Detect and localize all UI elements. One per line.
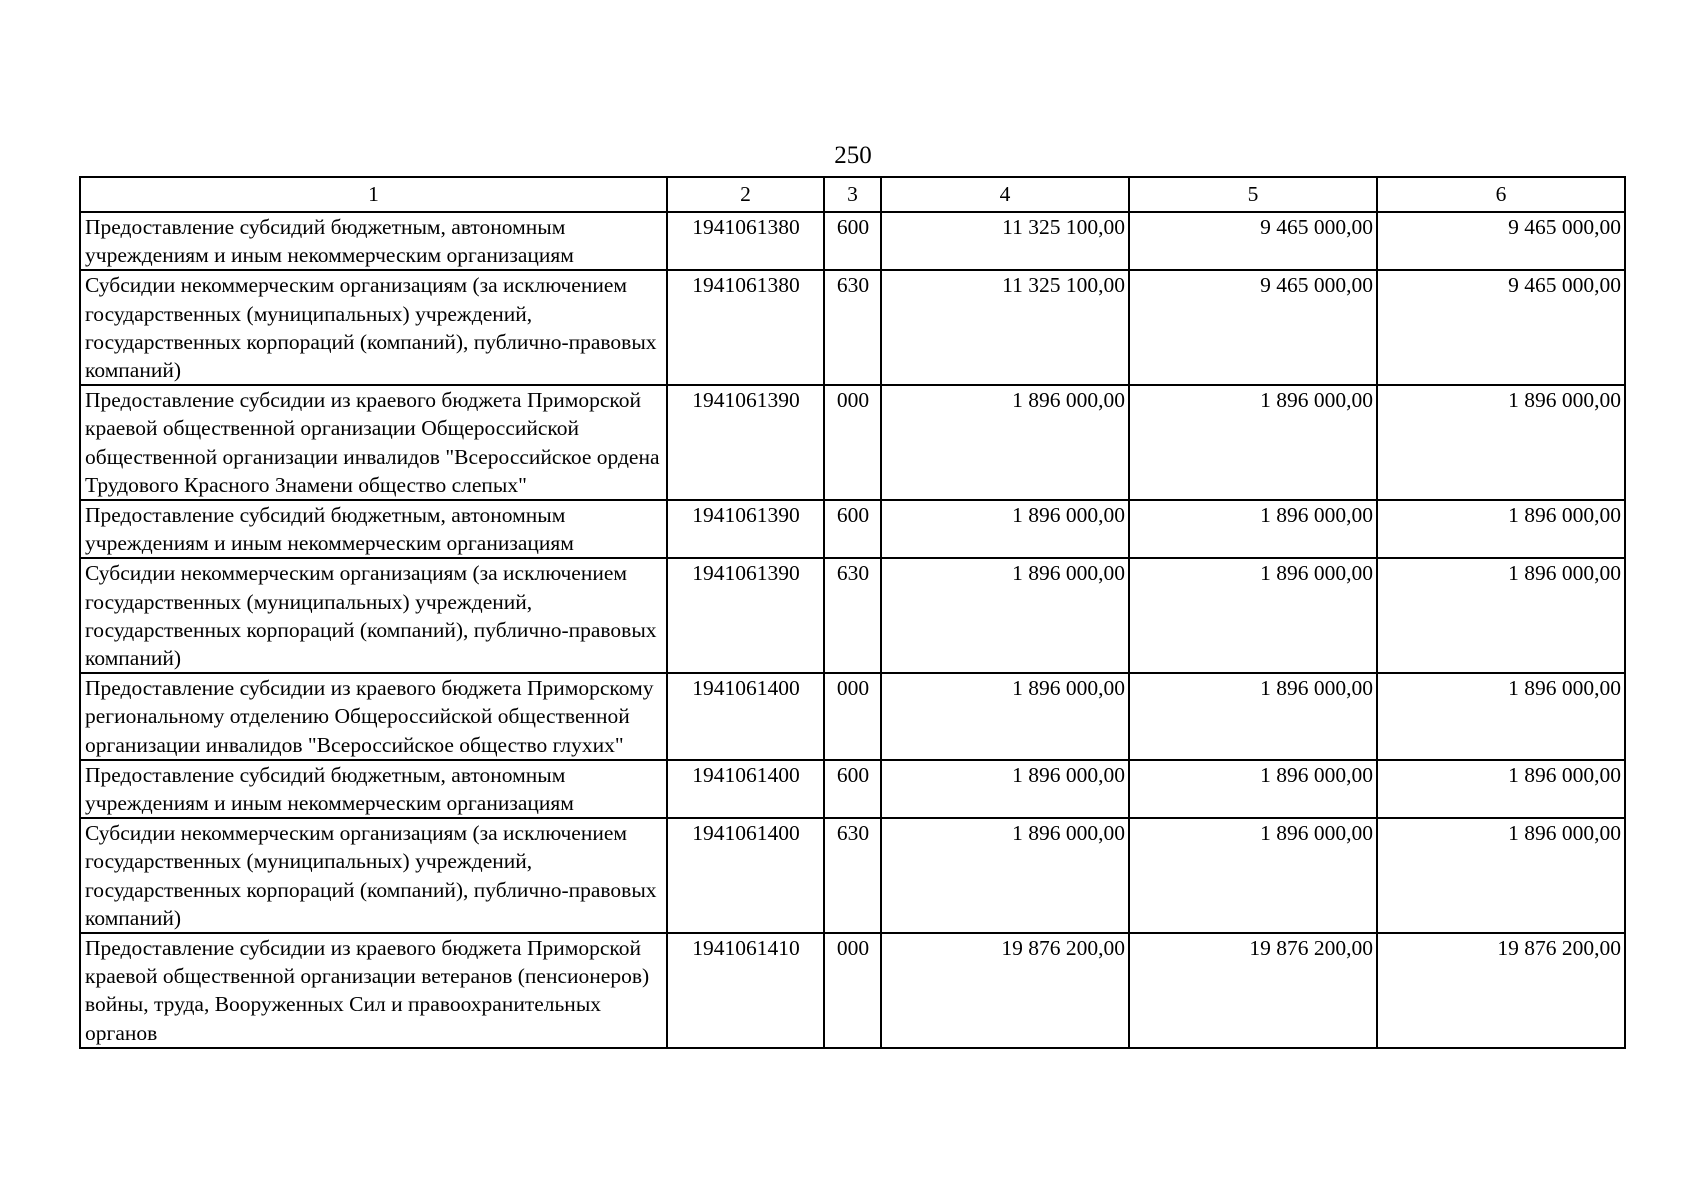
table-row xyxy=(80,818,1625,933)
table-row xyxy=(80,760,1625,818)
amount-cell: 19 876 200,00 xyxy=(881,933,1129,1048)
amount-cell: 1 896 000,00 xyxy=(1129,385,1377,500)
amount-cell: 1 896 000,00 xyxy=(881,385,1129,500)
table-row xyxy=(80,212,1625,270)
amount-cell: 9 465 000,00 xyxy=(1377,270,1625,385)
amount-cell: 1 896 000,00 xyxy=(881,500,1129,558)
amount-cell: 19 876 200,00 xyxy=(1129,933,1377,1048)
expense-name-cell: Субсидии некоммерческим организациям (за исключением государственных (муниципальных) учреждений, государственных корпораций (компаний), публично-правовых компаний) xyxy=(80,818,667,933)
expense-name-cell: Предоставление субсидии из краевого бюджета Приморской краевой общественной организации Общероссийской общественной организации инвалидов "Всероссийское ордена Трудового Красного Знамени общество слепых" xyxy=(80,385,667,500)
target-code-cell: 1941061400 xyxy=(667,760,824,818)
expense-name-cell: Предоставление субсидий бюджетным, автономным учреждениям и иным некоммерческим организациям xyxy=(80,212,667,270)
target-code-cell: 1941061390 xyxy=(667,500,824,558)
amount-cell: 1 896 000,00 xyxy=(1377,673,1625,760)
amount-cell: 11 325 100,00 xyxy=(881,270,1129,385)
target-code-cell: 1941061390 xyxy=(667,558,824,673)
expense-type-cell: 630 xyxy=(824,558,881,673)
table-row xyxy=(80,933,1625,1048)
expense-type-cell: 000 xyxy=(824,673,881,760)
column-header: 2 xyxy=(667,177,824,212)
amount-cell: 1 896 000,00 xyxy=(1377,385,1625,500)
page-number: 250 xyxy=(834,142,872,169)
expense-name-cell: Предоставление субсидии из краевого бюджета Приморскому региональному отделению Общероссийской общественной организации инвалидов "Всероссийское общество глухих" xyxy=(80,673,667,760)
amount-cell: 9 465 000,00 xyxy=(1129,212,1377,270)
expense-type-cell: 630 xyxy=(824,270,881,385)
column-header: 3 xyxy=(824,177,881,212)
expense-name-cell: Предоставление субсидий бюджетным, автономным учреждениям и иным некоммерческим организациям xyxy=(80,500,667,558)
amount-cell: 1 896 000,00 xyxy=(1377,558,1625,673)
table-row xyxy=(80,270,1625,385)
amount-cell: 1 896 000,00 xyxy=(881,818,1129,933)
target-code-cell: 1941061400 xyxy=(667,818,824,933)
table-row xyxy=(80,673,1625,760)
target-code-cell: 1941061390 xyxy=(667,385,824,500)
table-row xyxy=(80,558,1625,673)
header-row xyxy=(80,177,1625,212)
amount-cell: 9 465 000,00 xyxy=(1377,212,1625,270)
target-code-cell: 1941061400 xyxy=(667,673,824,760)
amount-cell: 1 896 000,00 xyxy=(1129,558,1377,673)
target-code-cell: 1941061410 xyxy=(667,933,824,1048)
expense-type-cell: 630 xyxy=(824,818,881,933)
amount-cell: 1 896 000,00 xyxy=(881,760,1129,818)
amount-cell: 1 896 000,00 xyxy=(1129,500,1377,558)
amount-cell: 1 896 000,00 xyxy=(1129,760,1377,818)
amount-cell: 1 896 000,00 xyxy=(881,673,1129,760)
amount-cell: 11 325 100,00 xyxy=(881,212,1129,270)
column-header: 1 xyxy=(80,177,667,212)
budget-table xyxy=(79,176,1626,1049)
expense-type-cell: 000 xyxy=(824,385,881,500)
expense-type-cell: 600 xyxy=(824,760,881,818)
amount-cell: 1 896 000,00 xyxy=(881,558,1129,673)
expense-name-cell: Субсидии некоммерческим организациям (за исключением государственных (муниципальных) учреждений, государственных корпораций (компаний), публично-правовых компаний) xyxy=(80,270,667,385)
target-code-cell: 1941061380 xyxy=(667,212,824,270)
table-row xyxy=(80,500,1625,558)
amount-cell: 1 896 000,00 xyxy=(1377,760,1625,818)
expense-type-cell: 000 xyxy=(824,933,881,1048)
column-header: 4 xyxy=(881,177,1129,212)
expense-name-cell: Субсидии некоммерческим организациям (за исключением государственных (муниципальных) учреждений, государственных корпораций (компаний), публично-правовых компаний) xyxy=(80,558,667,673)
amount-cell: 19 876 200,00 xyxy=(1377,933,1625,1048)
table-row xyxy=(80,385,1625,500)
amount-cell: 9 465 000,00 xyxy=(1129,270,1377,385)
expense-type-cell: 600 xyxy=(824,212,881,270)
expense-type-cell: 600 xyxy=(824,500,881,558)
amount-cell: 1 896 000,00 xyxy=(1129,673,1377,760)
column-header: 6 xyxy=(1377,177,1625,212)
expense-name-cell: Предоставление субсидий бюджетным, автономным учреждениям и иным некоммерческим организациям xyxy=(80,760,667,818)
amount-cell: 1 896 000,00 xyxy=(1377,500,1625,558)
target-code-cell: 1941061380 xyxy=(667,270,824,385)
column-header: 5 xyxy=(1129,177,1377,212)
expense-name-cell: Предоставление субсидии из краевого бюджета Приморской краевой общественной организации ветеранов (пенсионеров) войны, труда, Вооруженных Сил и правоохранительных органов xyxy=(80,933,667,1048)
amount-cell: 1 896 000,00 xyxy=(1377,818,1625,933)
amount-cell: 1 896 000,00 xyxy=(1129,818,1377,933)
